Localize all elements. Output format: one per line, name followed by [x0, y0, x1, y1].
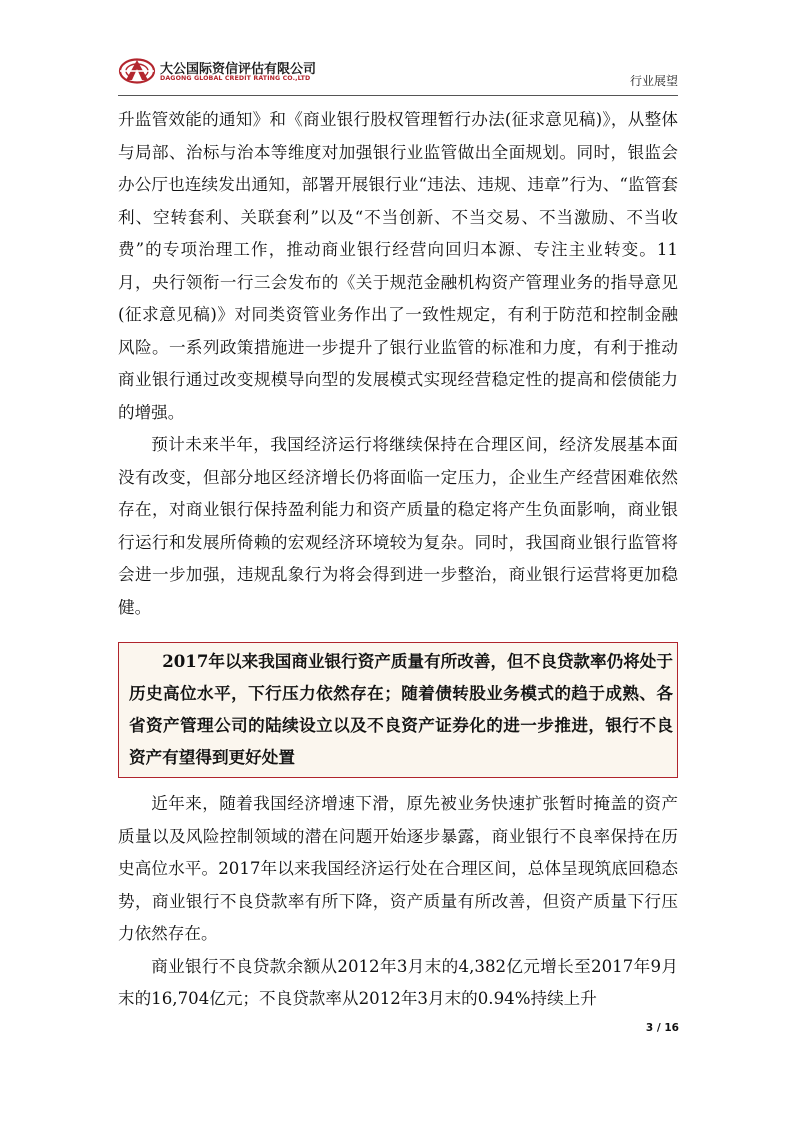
document-body [118, 104, 678, 1016]
paragraph-asset-quality: 近年来，随着我国经济增速下滑，原先被业务快速扩张暂时掩盖的资产质量以及风险控制领域的潜在问题开始逐步暴露，商业银行不良率保持在历史高位水平。2017年以来我国经济运行处在合理区间，总体呈现筑底回稳态势，商业银行不良贷款率有所下降，资产质量有所改善，但资产质量下行压力依然存在。 [118, 794, 678, 943]
company-logo [118, 56, 318, 88]
company-name-en: DAGONG GLOBAL CREDIT RATING CO.,LTD [160, 75, 311, 82]
paragraph-npl-balance: 商业银行不良贷款余额从2012年3月末的4,382亿元增长至2017年9月末的16,704亿元；不良贷款率从2012年3月末的0.94%持续上升 [118, 956, 678, 1008]
company-name-cn: 大公国际资信评估有限公司 [160, 62, 317, 77]
page-number: 3 / 16 [645, 1022, 679, 1034]
header-divider [118, 95, 678, 96]
paragraph-outlook: 预计未来半年，我国经济运行将继续保持在合理区间，经济发展基本面没有改变，但部分地区经济增长仍将面临一定压力，企业生产经营困难依然存在，对商业银行保持盈利能力和资产质量的稳定将产生负面影响，商业银行运行和发展所倚赖的宏观经济环境较为复杂。同时，我国商业银行监管将会进一步加强，违规乱象行为将会得到进一步整治，商业银行运营将更加稳健。 [118, 435, 678, 617]
page-header [118, 52, 678, 96]
dagong-logo-icon [118, 56, 156, 86]
section-title: 行业展望 [629, 74, 678, 88]
highlight-box: 2017年以来我国商业银行资产质量有所改善，但不良贷款率仍将处于历史高位水平，下行压力依然存在；随着债转股业务模式的趋于成熟、各省资产管理公司的陆续设立以及不良资产证券化的进一步推进，银行不良资产有望得到更好处置 [118, 642, 678, 778]
paragraph-regulation: 升监管效能的通知》和《商业银行股权管理暂行办法(征求意见稿)》，从整体与局部、治标与治本等维度对加强银行业监管做出全面规划。同时，银监会办公厅也连续发出通知，部署开展银行业“违法、违规、违章”行为、“监管套利、空转套利、关联套利”以及“不当创新、不当交易、不当激励、不当收费”的专项治理工作，推动商业银行经营向回归本源、专注主业转变。11月，央行领衔一行三会发布的《关于规范金融机构资产管理业务的指导意见(征求意见稿)》对同类资管业务作出了一致性规定，有利于防范和控制金融风险。一系列政策措施进一步提升了银行业监管的标准和力度，有利于推动商业银行通过改变规模导向型的发展模式实现经营稳定性的提高和偿债能力的增强。 [118, 110, 678, 422]
